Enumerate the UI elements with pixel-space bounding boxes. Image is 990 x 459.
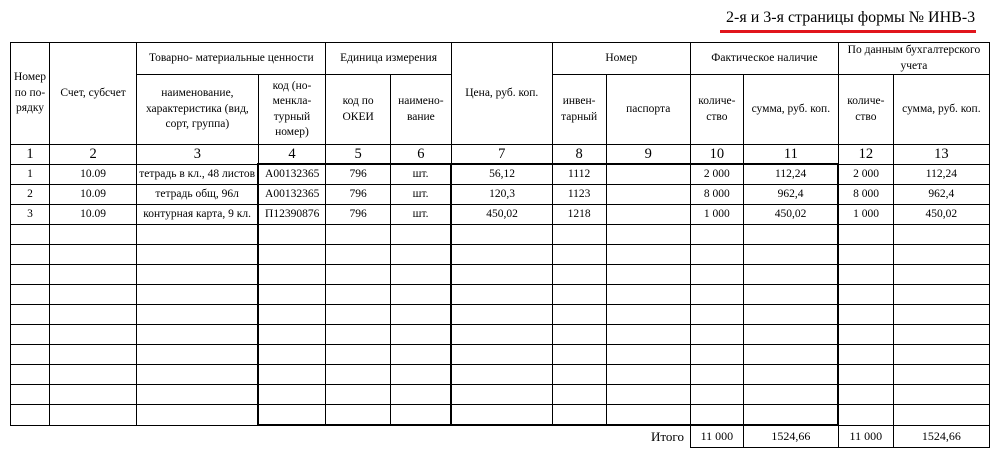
cell-unit-okei [326, 285, 391, 305]
totals-spacer [326, 425, 391, 448]
cell-goods-name [137, 405, 258, 426]
totals-actual-sum: 1524,66 [743, 425, 838, 448]
cell-passport-no [606, 265, 690, 285]
cell-inventory-no [552, 265, 606, 285]
cell-unit-okei: 796 [326, 164, 391, 185]
cell-unit-okei [326, 265, 391, 285]
cell-unit-name [390, 305, 451, 325]
totals-row [11, 425, 990, 448]
cell-actual-sum [743, 325, 838, 345]
cell-goods-name [137, 325, 258, 345]
cell-passport-no [606, 405, 690, 426]
header-number-group: Номер [552, 43, 690, 75]
cell-goods-name [137, 305, 258, 325]
cell-books-sum [893, 245, 989, 265]
cell-goods-code: А00132365 [258, 185, 326, 205]
cell-goods-name [137, 225, 258, 245]
cell-books-sum [893, 285, 989, 305]
cell-passport-no [606, 225, 690, 245]
cell-books-sum: 962,4 [893, 185, 989, 205]
header-price: Цена, руб. коп. [451, 43, 552, 145]
totals-spacer [451, 425, 552, 448]
table-row [11, 265, 990, 285]
inventory-table [10, 42, 990, 448]
totals-spacer [258, 425, 326, 448]
cell-actual-qty [690, 325, 743, 345]
table-header [11, 43, 990, 165]
cell-books-sum: 450,02 [893, 205, 989, 225]
column-number-cell: 6 [390, 145, 451, 165]
cell-unit-name [390, 245, 451, 265]
cell-price [451, 285, 552, 305]
cell-actual-qty [690, 345, 743, 365]
header-goods-code: код (но- менкла- турный номер) [258, 75, 326, 145]
header-books-qty: количе- ство [838, 75, 893, 145]
cell-price: 120,3 [451, 185, 552, 205]
cell-inventory-no [552, 345, 606, 365]
cell-books-sum: 112,24 [893, 164, 989, 185]
cell-row-no [11, 245, 50, 265]
cell-unit-name: шт. [390, 185, 451, 205]
cell-inventory-no [552, 305, 606, 325]
table-row [11, 385, 990, 405]
caption-underline [720, 30, 976, 33]
column-number-cell: 12 [838, 145, 893, 165]
cell-unit-okei [326, 305, 391, 325]
cell-actual-sum: 450,02 [743, 205, 838, 225]
cell-price [451, 385, 552, 405]
cell-price [451, 405, 552, 426]
cell-actual-qty: 1 000 [690, 205, 743, 225]
cell-books-sum [893, 385, 989, 405]
cell-passport-no [606, 164, 690, 185]
cell-row-no: 2 [11, 185, 50, 205]
cell-goods-code: П12390876 [258, 205, 326, 225]
cell-inventory-no [552, 385, 606, 405]
cell-actual-sum [743, 265, 838, 285]
cell-books-qty: 8 000 [838, 185, 893, 205]
table-row [11, 225, 990, 245]
cell-goods-code [258, 225, 326, 245]
cell-goods-name: тетрадь в кл., 48 листов [137, 164, 258, 185]
cell-actual-sum [743, 365, 838, 385]
cell-goods-name [137, 245, 258, 265]
cell-account: 10.09 [49, 205, 136, 225]
cell-row-no [11, 365, 50, 385]
cell-books-qty [838, 305, 893, 325]
cell-unit-okei [326, 365, 391, 385]
cell-actual-qty [690, 405, 743, 426]
cell-account [49, 405, 136, 426]
cell-row-no: 3 [11, 205, 50, 225]
header-books-sum: сумма, руб. коп. [893, 75, 989, 145]
table-row [11, 164, 990, 185]
table-row [11, 185, 990, 205]
header-unit-name: наимено- вание [390, 75, 451, 145]
cell-unit-okei: 796 [326, 185, 391, 205]
totals-spacer [11, 425, 50, 448]
cell-books-qty: 2 000 [838, 164, 893, 185]
column-number-cell: 13 [893, 145, 989, 165]
cell-actual-qty [690, 225, 743, 245]
cell-passport-no [606, 245, 690, 265]
cell-books-qty [838, 225, 893, 245]
cell-unit-name [390, 345, 451, 365]
cell-unit-name: шт. [390, 205, 451, 225]
cell-inventory-no: 1123 [552, 185, 606, 205]
cell-inventory-no: 1218 [552, 205, 606, 225]
table-body [11, 164, 990, 425]
cell-books-qty [838, 385, 893, 405]
cell-row-no [11, 405, 50, 426]
cell-passport-no [606, 325, 690, 345]
cell-row-no [11, 325, 50, 345]
cell-account: 10.09 [49, 185, 136, 205]
cell-actual-qty: 2 000 [690, 164, 743, 185]
cell-row-no [11, 265, 50, 285]
cell-unit-okei [326, 405, 391, 426]
cell-actual-sum: 962,4 [743, 185, 838, 205]
cell-goods-name [137, 365, 258, 385]
cell-actual-qty [690, 245, 743, 265]
column-number-cell: 1 [11, 145, 50, 165]
cell-goods-name [137, 345, 258, 365]
cell-goods-name [137, 385, 258, 405]
cell-unit-okei [326, 225, 391, 245]
cell-inventory-no: 1112 [552, 164, 606, 185]
column-number-cell: 8 [552, 145, 606, 165]
cell-account [49, 245, 136, 265]
cell-row-no: 1 [11, 164, 50, 185]
cell-unit-name [390, 385, 451, 405]
cell-inventory-no [552, 285, 606, 305]
cell-actual-sum [743, 405, 838, 426]
cell-goods-code [258, 365, 326, 385]
column-number-cell: 10 [690, 145, 743, 165]
header-row-no: Номер по по- рядку [11, 43, 50, 145]
column-number-cell: 3 [137, 145, 258, 165]
table-row [11, 345, 990, 365]
table-row [11, 405, 990, 426]
column-number-row [11, 145, 990, 165]
cell-inventory-no [552, 225, 606, 245]
header-passport-no: паспорта [606, 75, 690, 145]
cell-price [451, 265, 552, 285]
cell-unit-okei [326, 325, 391, 345]
header-goods-name: наименование, характеристика (вид, сорт, группа) [137, 75, 258, 145]
cell-goods-code [258, 245, 326, 265]
cell-books-sum [893, 325, 989, 345]
cell-row-no [11, 345, 50, 365]
cell-goods-code [258, 385, 326, 405]
cell-books-sum [893, 305, 989, 325]
cell-actual-qty [690, 385, 743, 405]
cell-inventory-no [552, 365, 606, 385]
cell-actual-sum [743, 285, 838, 305]
cell-account [49, 365, 136, 385]
cell-goods-name [137, 285, 258, 305]
cell-inventory-no [552, 325, 606, 345]
cell-account [49, 265, 136, 285]
cell-actual-sum [743, 245, 838, 265]
cell-price [451, 245, 552, 265]
cell-books-sum [893, 405, 989, 426]
column-number-cell: 9 [606, 145, 690, 165]
cell-price: 450,02 [451, 205, 552, 225]
table-row [11, 245, 990, 265]
cell-unit-name [390, 405, 451, 426]
cell-books-qty [838, 405, 893, 426]
totals-books-sum: 1524,66 [893, 425, 989, 448]
cell-actual-sum [743, 225, 838, 245]
cell-unit-okei [326, 245, 391, 265]
cell-unit-name [390, 365, 451, 385]
cell-books-qty [838, 265, 893, 285]
cell-account [49, 385, 136, 405]
cell-price [451, 305, 552, 325]
cell-passport-no [606, 185, 690, 205]
cell-unit-name [390, 285, 451, 305]
totals-spacer [137, 425, 258, 448]
cell-account [49, 225, 136, 245]
cell-unit-name [390, 325, 451, 345]
cell-account [49, 325, 136, 345]
header-actual-sum: сумма, руб. коп. [743, 75, 838, 145]
cell-goods-name: тетрадь общ, 96л [137, 185, 258, 205]
cell-actual-qty: 8 000 [690, 185, 743, 205]
column-number-cell: 2 [49, 145, 136, 165]
cell-passport-no [606, 305, 690, 325]
cell-account: 10.09 [49, 164, 136, 185]
form-caption: 2-я и 3-я страницы формы № ИНВ-3 [726, 9, 976, 26]
header-actual-qty: количе- ство [690, 75, 743, 145]
cell-unit-okei: 796 [326, 205, 391, 225]
header-unit-okei: код по ОКЕИ [326, 75, 391, 145]
cell-books-sum [893, 225, 989, 245]
cell-row-no [11, 305, 50, 325]
column-number-cell: 4 [258, 145, 326, 165]
cell-inventory-no [552, 405, 606, 426]
totals-spacer [49, 425, 136, 448]
header-inventory-no: инвен- тарный [552, 75, 606, 145]
column-number-cell: 11 [743, 145, 838, 165]
cell-actual-sum [743, 305, 838, 325]
cell-unit-name: шт. [390, 164, 451, 185]
totals-books-qty: 11 000 [838, 425, 893, 448]
cell-actual-qty [690, 305, 743, 325]
cell-row-no [11, 285, 50, 305]
cell-goods-code [258, 345, 326, 365]
cell-unit-name [390, 225, 451, 245]
cell-actual-sum [743, 345, 838, 365]
totals-label: Итого [651, 429, 684, 445]
cell-price [451, 225, 552, 245]
cell-books-qty [838, 345, 893, 365]
table-row [11, 365, 990, 385]
cell-account [49, 345, 136, 365]
cell-actual-qty [690, 265, 743, 285]
cell-books-qty [838, 365, 893, 385]
cell-goods-code: А00132365 [258, 164, 326, 185]
cell-goods-name [137, 265, 258, 285]
cell-price [451, 365, 552, 385]
table-row [11, 305, 990, 325]
cell-row-no [11, 225, 50, 245]
cell-goods-code [258, 285, 326, 305]
cell-goods-name: контурная карта, 9 кл. [137, 205, 258, 225]
header-books-group: По данным бухгалтерского учета [838, 43, 989, 75]
cell-row-no [11, 385, 50, 405]
cell-actual-qty [690, 285, 743, 305]
header-goods-group: Товарно- материальные ценности [137, 43, 326, 75]
cell-actual-qty [690, 365, 743, 385]
cell-inventory-no [552, 245, 606, 265]
cell-books-qty: 1 000 [838, 205, 893, 225]
table-row [11, 285, 990, 305]
cell-books-qty [838, 285, 893, 305]
cell-books-sum [893, 265, 989, 285]
cell-account [49, 285, 136, 305]
cell-price: 56,12 [451, 164, 552, 185]
cell-unit-name [390, 265, 451, 285]
cell-passport-no [606, 345, 690, 365]
cell-price [451, 325, 552, 345]
totals-spacer [390, 425, 451, 448]
cell-unit-okei [326, 345, 391, 365]
cell-books-qty [838, 245, 893, 265]
cell-account [49, 305, 136, 325]
cell-books-sum [893, 365, 989, 385]
totals-actual-qty: 11 000 [690, 425, 743, 448]
cell-books-sum [893, 345, 989, 365]
table-row [11, 205, 990, 225]
cell-price [451, 345, 552, 365]
column-number-cell: 7 [451, 145, 552, 165]
header-account: Счет, субсчет [49, 43, 136, 145]
header-unit-group: Единица измерения [326, 43, 451, 75]
column-number-cell: 5 [326, 145, 391, 165]
cell-actual-sum [743, 385, 838, 405]
cell-actual-sum: 112,24 [743, 164, 838, 185]
cell-goods-code [258, 265, 326, 285]
cell-goods-code [258, 405, 326, 426]
table-row [11, 325, 990, 345]
header-actual-group: Фактическое наличие [690, 43, 838, 75]
cell-passport-no [606, 365, 690, 385]
cell-goods-code [258, 325, 326, 345]
cell-passport-no [606, 385, 690, 405]
cell-passport-no [606, 285, 690, 305]
cell-passport-no [606, 205, 690, 225]
cell-goods-code [258, 305, 326, 325]
cell-books-qty [838, 325, 893, 345]
cell-unit-okei [326, 385, 391, 405]
